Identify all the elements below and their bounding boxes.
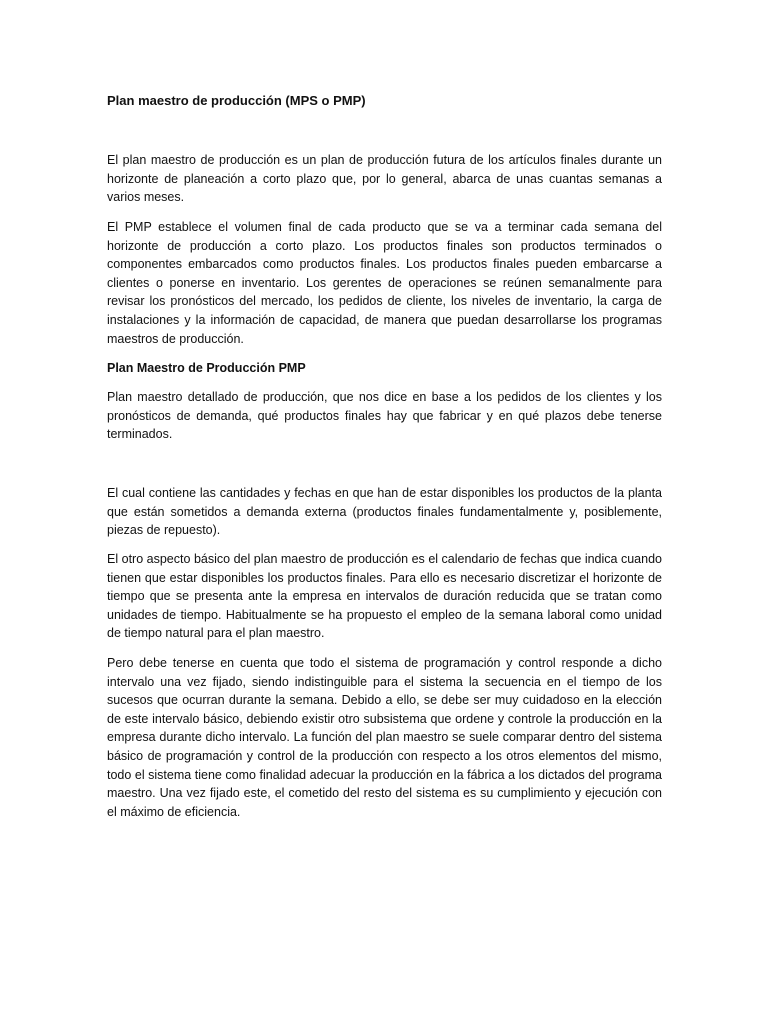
intro-paragraph-2: El PMP establece el volumen final de cada producto que se va a terminar cada semana del horizonte de producción a corto plazo. Los productos finales son productos terminados o componentes embarcados como productos finales. Los productos finales pueden embarcarse a clientes o ponerse en inventario. Los gerentes de operaciones se reúnen semanalmente para revisar los pronósticos del mercado, los pedidos de cliente, los niveles de inventario, la carga de instalaciones y la información de capacidad, de manera que puedan desarrollarse los programas maestros de producción.	[107, 220, 662, 346]
document-title: Plan maestro de producción (MPS o PMP)	[107, 93, 366, 108]
intro-paragraph-1: El plan maestro de producción es un plan de producción futura de los artículos finales durante un horizonte de planeación a corto plazo que, por lo general, abarca de unas cuantas semanas a varios meses.	[107, 153, 662, 205]
body-paragraph-2: El cual contiene las cantidades y fechas en que han de estar disponibles los productos de la planta que están sometidos a demanda externa (productos finales fundamentalmente y, posiblemente, piezas de repuesto).	[107, 486, 662, 538]
section-heading: Plan Maestro de Producción PMP	[107, 361, 306, 375]
body-paragraph-4: Pero debe tenerse en cuenta que todo el sistema de programación y control responde a dicho intervalo una vez fijado, siendo indistinguible para el sistema la secuencia en el tiempo de los sucesos que ocurran durante la semana. Debido a ello, se debe ser muy cuidadoso en la elección de este intervalo básico, debiendo existir otro subsistema que ordene y controle la producción en la empresa durante dicho intervalo. La función del plan maestro se suele comparar dentro del sistema básico de programación y control de la producción con respecto a los otros elementos del mismo, todo el sistema tiene como finalidad adecuar la producción en la fábrica a los dictados del programa maestro. Una vez fijado este, el cometido del resto del sistema es su cumplimiento y ejecución con el máximo de eficiencia.	[107, 656, 662, 819]
body-paragraph-1: Plan maestro detallado de producción, que nos dice en base a los pedidos de los clientes y los pronósticos de demanda, qué productos finales hay que fabricar y en qué plazos debe tenerse terminados.	[107, 390, 662, 442]
body-paragraph-3: El otro aspecto básico del plan maestro de producción es el calendario de fechas que indica cuando tienen que estar disponibles los productos finales. Para ello es necesario discretizar el horizonte de tiempo que se presenta ante la empresa en intervalos de duración reducida que se tratan como unidades de tiempo. Habitualmente se ha propuesto el empleo de la semana laboral como unidad de tiempo natural para el plan maestro.	[107, 552, 662, 641]
